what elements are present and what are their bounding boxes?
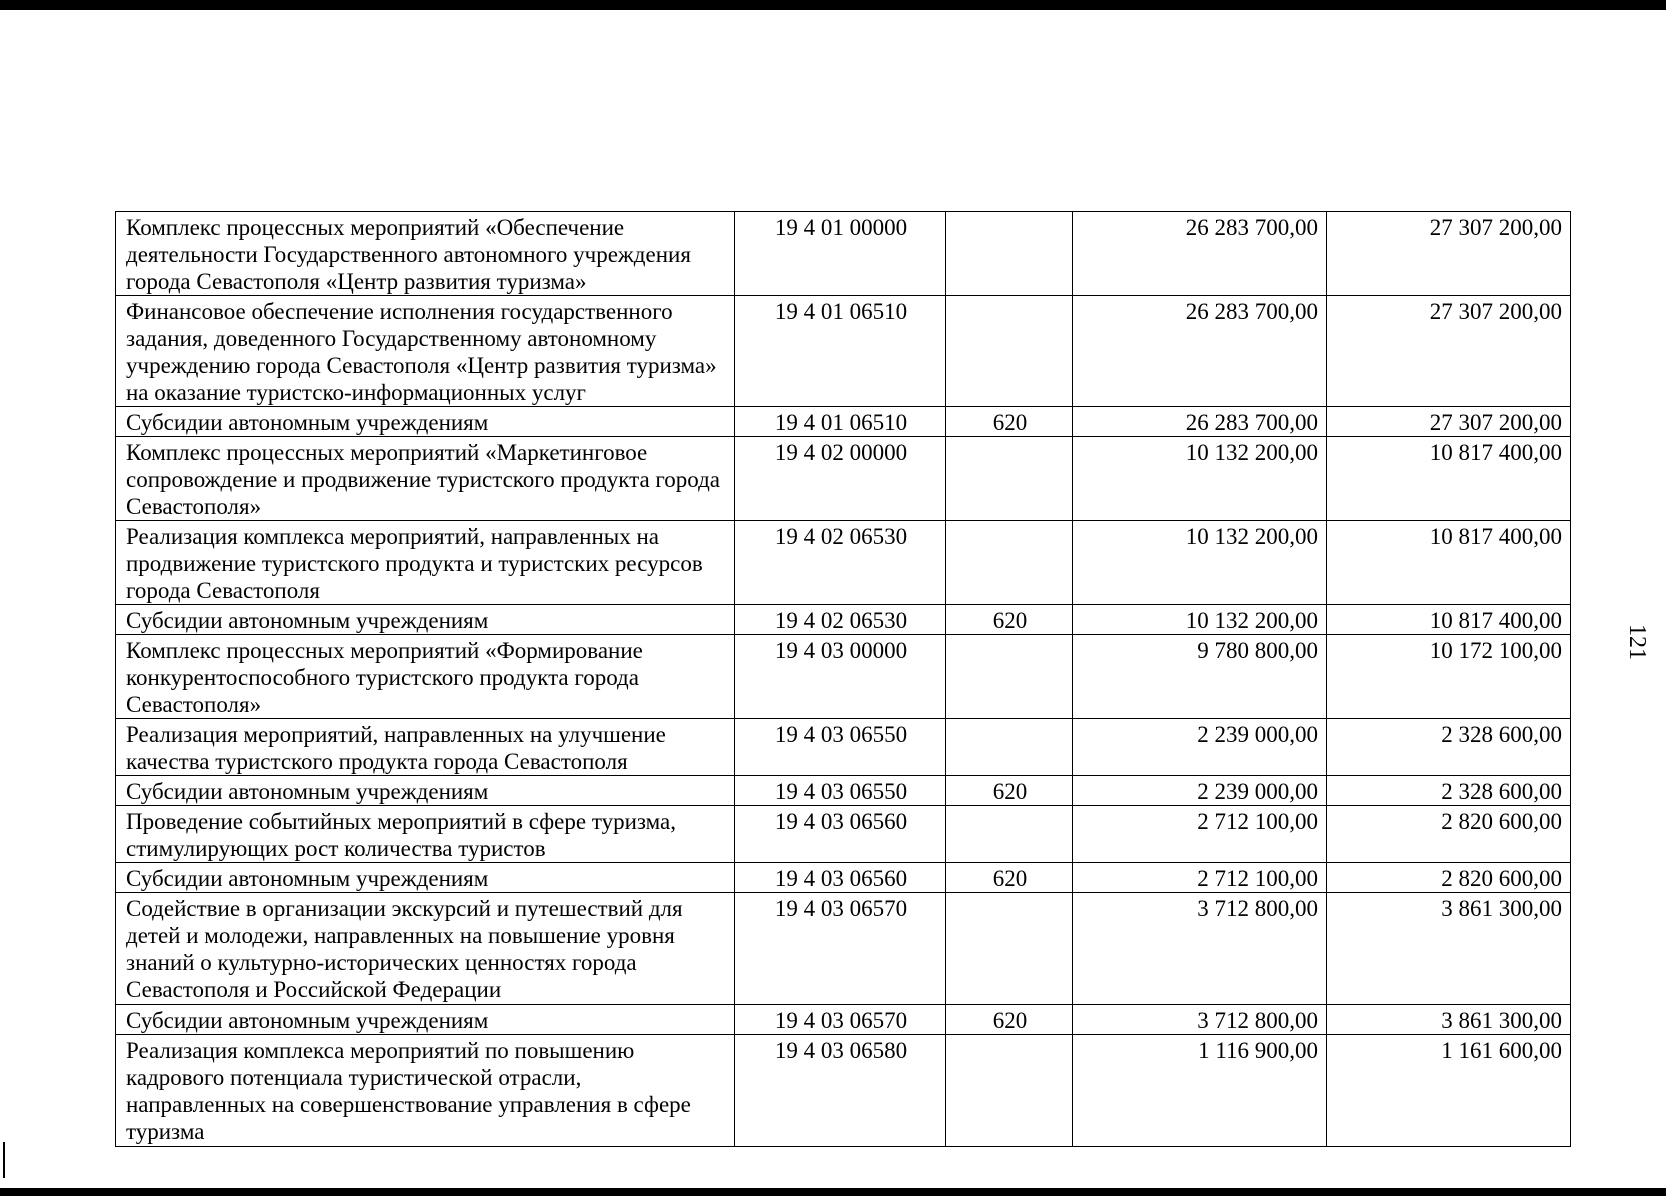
- row-expense-type: 620: [946, 863, 1073, 893]
- row-expense-type: [946, 806, 1073, 863]
- row-sum-year1: 2 712 100,00: [1073, 863, 1327, 893]
- row-name: Комплекс процессных мероприятий «Маркетинговое сопровождение и продвижение туристского продукта города Севастополя»: [116, 437, 735, 521]
- table-row: [116, 296, 1571, 407]
- table-row: [116, 1035, 1571, 1147]
- row-expense-type: [946, 296, 1073, 407]
- row-name: Финансовое обеспечение исполнения государственного задания, доведенного Государственному автономному учреждению города Севастополя «Центр развития туризма» на оказание туристско-информационных услуг: [116, 296, 735, 407]
- row-target-code: 19 4 02 06530: [735, 521, 946, 605]
- row-sum-year1: 2 239 000,00: [1073, 719, 1327, 776]
- row-sum-year1: 26 283 700,00: [1073, 212, 1327, 296]
- table-row: [116, 437, 1571, 521]
- row-sum-year2: 10 817 400,00: [1327, 437, 1571, 521]
- row-name: Субсидии автономным учреждениям: [116, 407, 735, 437]
- budget-table: [115, 211, 1571, 1147]
- row-target-code: 19 4 03 06560: [735, 806, 946, 863]
- row-sum-year1: 10 132 200,00: [1073, 437, 1327, 521]
- row-sum-year1: 10 132 200,00: [1073, 521, 1327, 605]
- row-expense-type: [946, 893, 1073, 1005]
- row-target-code: 19 4 01 00000: [735, 212, 946, 296]
- scan-mark-left: [3, 1142, 5, 1178]
- row-target-code: 19 4 02 00000: [735, 437, 946, 521]
- row-expense-type: [946, 437, 1073, 521]
- row-sum-year2: 27 307 200,00: [1327, 212, 1571, 296]
- row-sum-year2: 2 328 600,00: [1327, 776, 1571, 806]
- table-row: [116, 893, 1571, 1005]
- row-target-code: 19 4 03 06580: [735, 1035, 946, 1147]
- row-name: Реализация комплекса мероприятий по повышению кадрового потенциала туристической отрасли, направленных на совершенствование управления в сфере туризма: [116, 1035, 735, 1147]
- row-name: Реализация мероприятий, направленных на улучшение качества туристского продукта города Севастополя: [116, 719, 735, 776]
- table-row: [116, 776, 1571, 806]
- row-target-code: 19 4 03 06570: [735, 1005, 946, 1035]
- row-sum-year2: 10 817 400,00: [1327, 521, 1571, 605]
- row-target-code: 19 4 03 06550: [735, 776, 946, 806]
- row-sum-year1: 2 712 100,00: [1073, 806, 1327, 863]
- table-row: [116, 605, 1571, 635]
- row-sum-year2: 3 861 300,00: [1327, 893, 1571, 1005]
- row-name: Субсидии автономным учреждениям: [116, 605, 735, 635]
- table-row: [116, 1005, 1571, 1035]
- row-name: Субсидии автономным учреждениям: [116, 776, 735, 806]
- row-expense-type: 620: [946, 605, 1073, 635]
- row-expense-type: [946, 719, 1073, 776]
- row-sum-year2: 3 861 300,00: [1327, 1005, 1571, 1035]
- table-row: [116, 635, 1571, 719]
- row-expense-type: [946, 521, 1073, 605]
- row-sum-year1: 2 239 000,00: [1073, 776, 1327, 806]
- row-sum-year1: 3 712 800,00: [1073, 1005, 1327, 1035]
- scan-edge-top: [0, 0, 1666, 10]
- row-expense-type: 620: [946, 407, 1073, 437]
- row-target-code: 19 4 02 06530: [735, 605, 946, 635]
- row-name: Реализация комплекса мероприятий, направленных на продвижение туристского продукта и туристских ресурсов города Севастополя: [116, 521, 735, 605]
- page-number: 121: [1624, 624, 1651, 660]
- row-sum-year1: 10 132 200,00: [1073, 605, 1327, 635]
- row-name: Проведение событийных мероприятий в сфере туризма, стимулирующих рост количества туристов: [116, 806, 735, 863]
- row-expense-type: 620: [946, 776, 1073, 806]
- row-sum-year2: 1 161 600,00: [1327, 1035, 1571, 1147]
- row-sum-year1: 9 780 800,00: [1073, 635, 1327, 719]
- row-target-code: 19 4 03 06560: [735, 863, 946, 893]
- row-sum-year1: 3 712 800,00: [1073, 893, 1327, 1005]
- scan-edge-bottom: [0, 1188, 1666, 1196]
- table-row: [116, 521, 1571, 605]
- table-row: [116, 806, 1571, 863]
- row-target-code: 19 4 03 06550: [735, 719, 946, 776]
- row-sum-year2: 10 817 400,00: [1327, 605, 1571, 635]
- row-sum-year2: 27 307 200,00: [1327, 407, 1571, 437]
- row-target-code: 19 4 01 06510: [735, 407, 946, 437]
- row-name: Комплекс процессных мероприятий «Формирование конкурентоспособного туристского продукта города Севастополя»: [116, 635, 735, 719]
- row-sum-year2: 2 820 600,00: [1327, 863, 1571, 893]
- table-row: [116, 212, 1571, 296]
- row-sum-year2: 10 172 100,00: [1327, 635, 1571, 719]
- table-row: [116, 719, 1571, 776]
- row-sum-year2: 2 820 600,00: [1327, 806, 1571, 863]
- row-name: Содействие в организации экскурсий и путешествий для детей и молодежи, направленных на повышение уровня знаний о культурно-исторических ценностях города Севастополя и Российской Федерации: [116, 893, 735, 1005]
- row-target-code: 19 4 03 06570: [735, 893, 946, 1005]
- row-target-code: 19 4 01 06510: [735, 296, 946, 407]
- row-target-code: 19 4 03 00000: [735, 635, 946, 719]
- budget-table-body: [116, 212, 1571, 1147]
- row-name: Комплекс процессных мероприятий «Обеспечение деятельности Государственного автономного учреждения города Севастополя «Центр развития туризма»: [116, 212, 735, 296]
- table-row: [116, 407, 1571, 437]
- row-expense-type: [946, 1035, 1073, 1147]
- row-sum-year2: 27 307 200,00: [1327, 296, 1571, 407]
- row-sum-year1: 1 116 900,00: [1073, 1035, 1327, 1147]
- row-sum-year1: 26 283 700,00: [1073, 296, 1327, 407]
- row-name: Субсидии автономным учреждениям: [116, 863, 735, 893]
- row-name: Субсидии автономным учреждениям: [116, 1005, 735, 1035]
- row-expense-type: [946, 212, 1073, 296]
- table-row: [116, 863, 1571, 893]
- row-sum-year1: 26 283 700,00: [1073, 407, 1327, 437]
- row-sum-year2: 2 328 600,00: [1327, 719, 1571, 776]
- row-expense-type: [946, 635, 1073, 719]
- row-expense-type: 620: [946, 1005, 1073, 1035]
